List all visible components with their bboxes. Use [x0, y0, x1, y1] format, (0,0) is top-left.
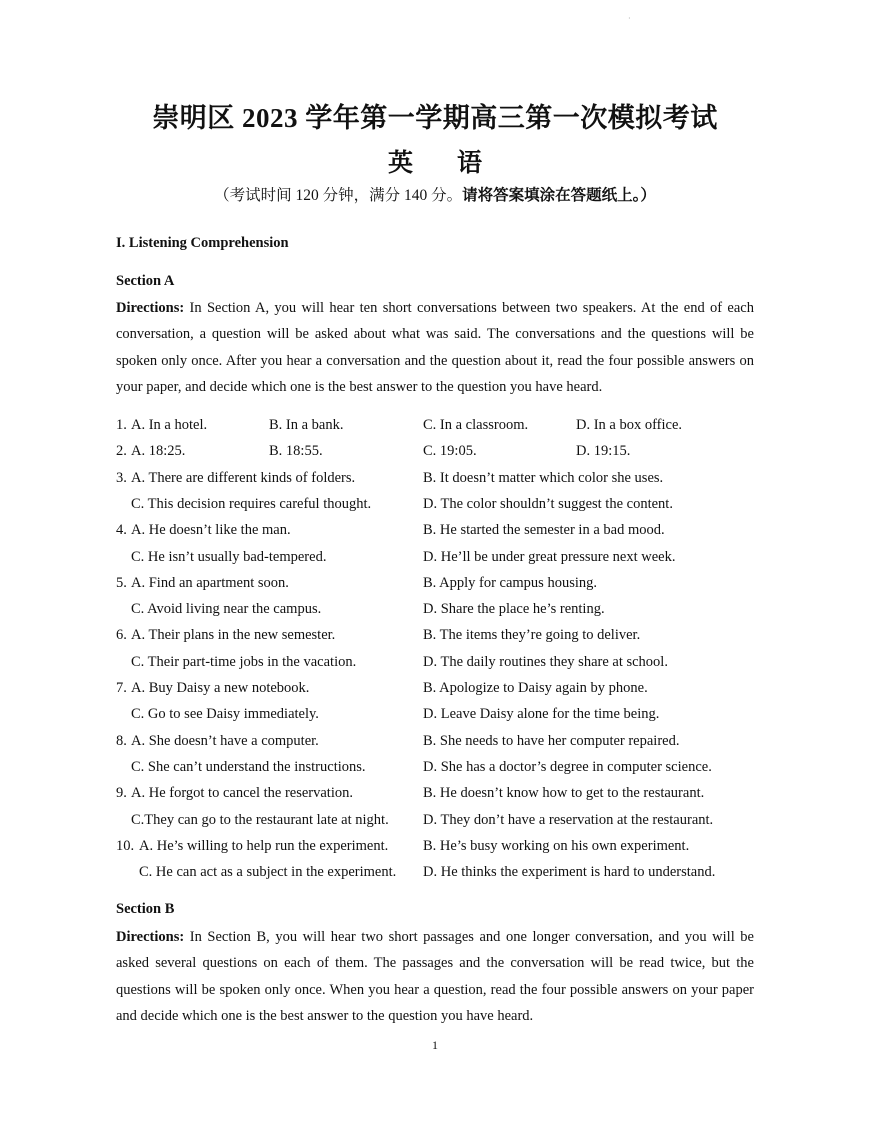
- option-b: B. She needs to have her computer repaired.: [423, 732, 680, 749]
- option-c: C. He isn’t usually bad-tempered.: [131, 548, 327, 565]
- option-b: B. Apply for campus housing.: [423, 574, 597, 591]
- question-number: 10.: [116, 837, 135, 854]
- option-b: B. In a bank.: [269, 417, 344, 433]
- section-a-heading: Section A: [116, 273, 175, 289]
- question-number: 3.: [116, 469, 127, 486]
- exam-note: [0, 183, 870, 205]
- question-number: 5.: [116, 574, 127, 591]
- option-b: B. He started the semester in a bad mood.: [423, 522, 665, 539]
- option-c: C. He can act as a subject in the experiment.: [139, 864, 397, 881]
- option-d: D. In a box office.: [576, 417, 683, 433]
- option-c: C. Their part-time jobs in the vacation.: [131, 653, 357, 670]
- option-c: C. This decision requires careful thought.: [131, 495, 372, 512]
- option-a: A. He doesn’t like the man.: [131, 522, 291, 539]
- subject-char: 英: [387, 150, 413, 177]
- option-d: D. He thinks the experiment is hard to understand.: [423, 864, 716, 881]
- option-d: D. She has a doctor’s degree in computer science.: [423, 758, 712, 775]
- exam-note-time: （考试时间 120 分钟，满分 140 分。: [214, 187, 463, 204]
- exam-note-instruction: 请将答案填涂在答题纸上。）: [462, 187, 656, 204]
- option-a: A. There are different kinds of folders.: [131, 469, 356, 486]
- option-c: C. 19:05.: [423, 443, 477, 460]
- option-a: A. She doesn’t have a computer.: [131, 732, 319, 749]
- option-a: A. He’s willing to help run the experiment.: [139, 837, 389, 854]
- subject-title: [0, 143, 870, 179]
- option-a: A. 18:25.: [131, 443, 186, 460]
- section-b-directions: [116, 924, 754, 1030]
- question-number: 7.: [116, 680, 127, 696]
- option-b: B. He doesn’t know how to get to the restaurant.: [423, 785, 705, 802]
- exam-title: 崇明区 2023 学年第一学期高三第一次模拟考试: [152, 103, 718, 133]
- directions-text: In Section A, you will hear ten short conversations between two speakers. At the end of each conversation, a question will be asked about what was said. The conversations and the questions will be spoken only once. After you hear a conversation and the question about it, read the four possible answers on your paper, and decide which one is the best answer to the question you have heard.: [116, 300, 754, 396]
- section-b-heading: Section B: [116, 901, 175, 917]
- question-number: 6.: [116, 627, 127, 644]
- question-number: 8.: [116, 732, 127, 749]
- option-b: B. 18:55.: [269, 443, 323, 460]
- question-number: 4.: [116, 522, 127, 539]
- option-c: C. Go to see Daisy immediately.: [131, 706, 319, 723]
- option-c: C.They can go to the restaurant late at night.: [131, 811, 389, 828]
- option-d: D. He’ll be under great pressure next week.: [423, 548, 676, 565]
- directions-label: Directions:: [116, 929, 185, 945]
- option-c: C. In a classroom.: [423, 417, 529, 433]
- option-b: B. Apologize to Daisy again by phone.: [423, 680, 648, 696]
- question-number: 9.: [116, 785, 127, 802]
- option-d: D. 19:15.: [576, 443, 631, 460]
- option-d: D. The daily routines they share at school.: [423, 653, 668, 670]
- question-number: 1.: [116, 417, 127, 433]
- part-heading: I. Listening Comprehension: [116, 235, 289, 251]
- option-a: A. In a hotel.: [131, 417, 208, 433]
- question-number: 2.: [116, 443, 127, 460]
- directions-label: Directions:: [116, 300, 185, 316]
- option-b: B. He’s busy working on his own experiment.: [423, 837, 690, 854]
- directions-text: In Section B, you will hear two short passages and one longer conversation, and you will be asked several questions on each of them. The passages and the conversation will be read twice, but the questions will be spoken only once. When you hear a question, read the four possible answers on your paper and decide which one is the best answer to the question you have heard.: [116, 929, 754, 1025]
- option-d: D. Leave Daisy alone for the time being.: [423, 706, 660, 723]
- option-d: D. The color shouldn’t suggest the content.: [423, 495, 673, 512]
- option-c: C. Avoid living near the campus.: [131, 601, 322, 618]
- subject-char: 语: [457, 150, 483, 177]
- option-d: D. Share the place he’s renting.: [423, 601, 605, 618]
- option-a: A. Buy Daisy a new notebook.: [131, 680, 310, 696]
- option-d: D. They don’t have a reservation at the restaurant.: [423, 811, 714, 828]
- speck: ·: [628, 14, 631, 23]
- option-a: A. Find an apartment soon.: [131, 574, 289, 591]
- option-b: B. The items they’re going to deliver.: [423, 627, 641, 644]
- option-a: A. He forgot to cancel the reservation.: [131, 785, 353, 802]
- option-a: A. Their plans in the new semester.: [131, 627, 336, 644]
- option-b: B. It doesn’t matter which color she uses.: [423, 469, 664, 486]
- option-c: C. She can’t understand the instructions.: [131, 758, 366, 775]
- page-number: 1: [432, 1038, 438, 1052]
- section-a-directions: [116, 295, 754, 401]
